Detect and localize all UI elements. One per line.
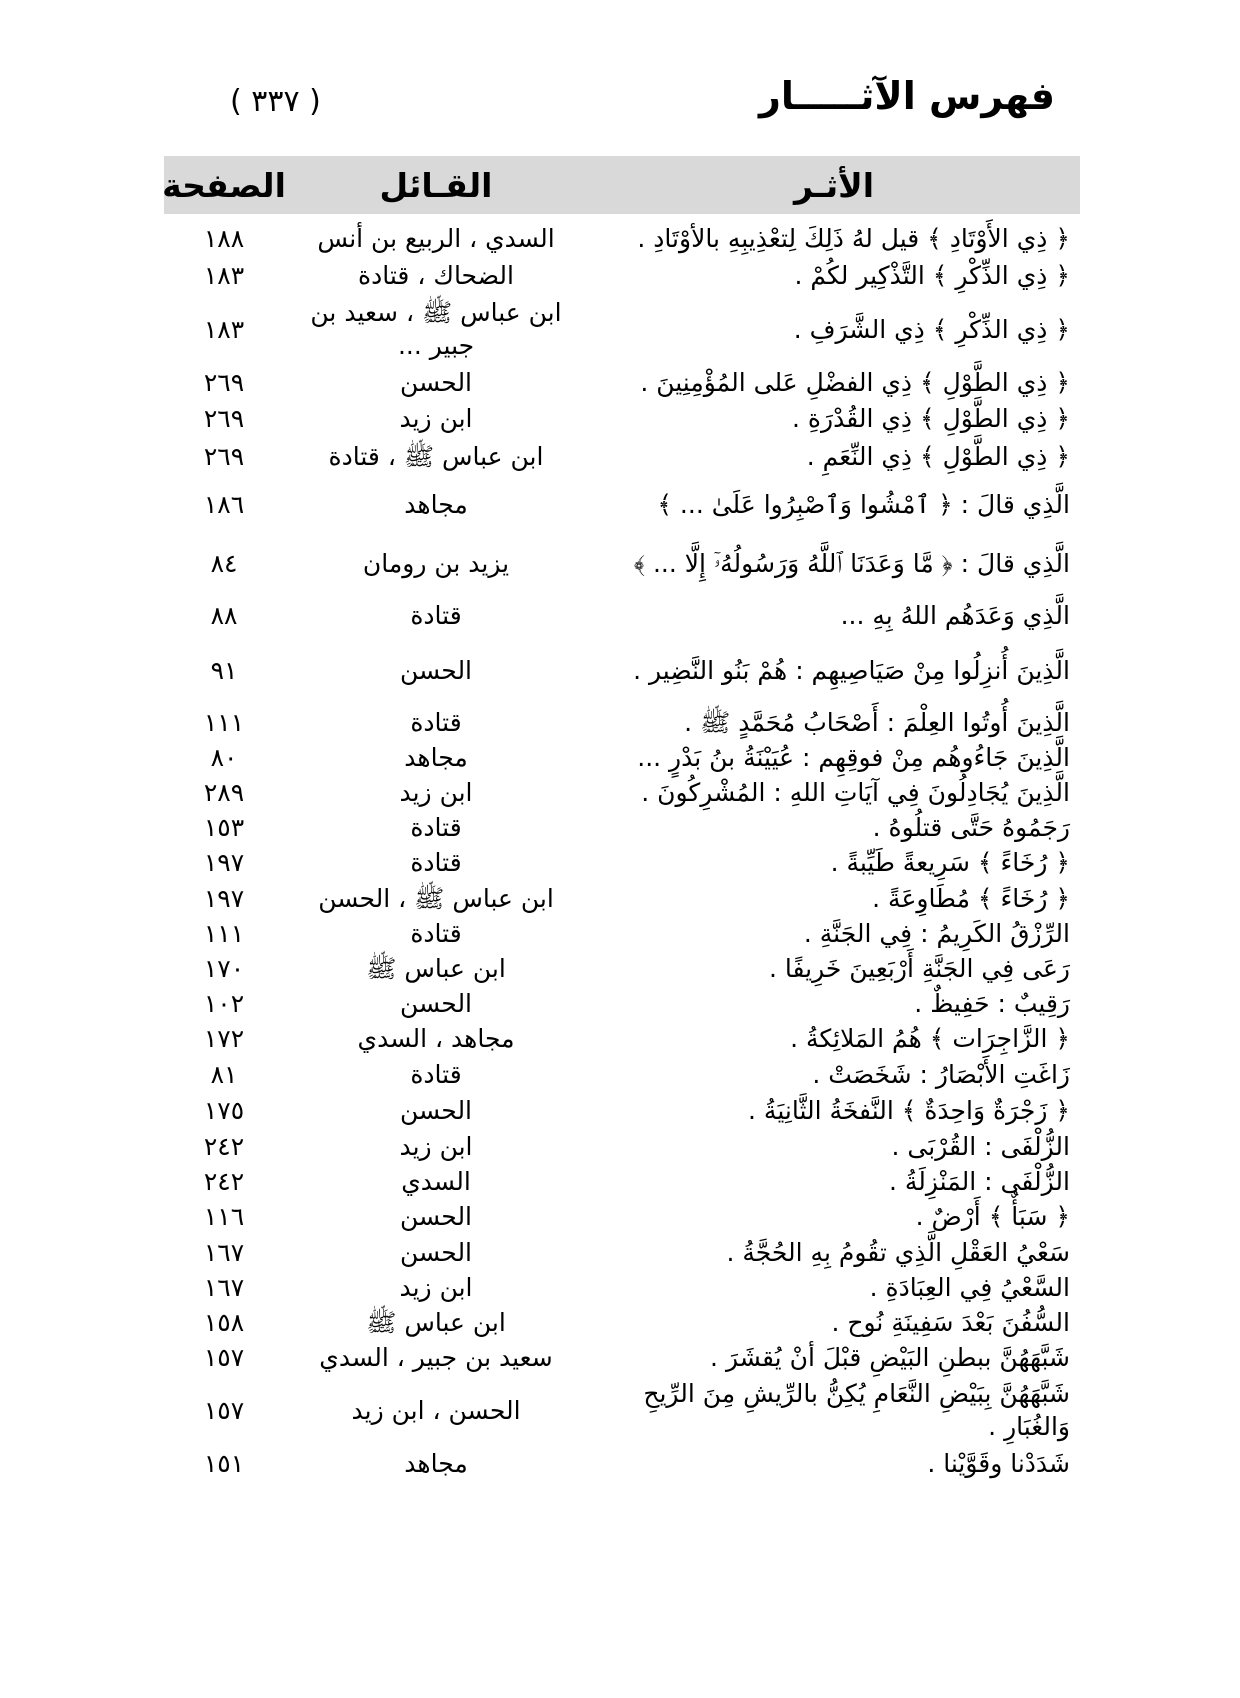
sayer-cell: ابن عباس ﷺ — [366, 953, 506, 983]
table-row — [164, 844, 1080, 880]
table-row — [164, 1198, 1080, 1234]
athar-cell: الَّذِينَ أُنزِلُوا مِنْ صَيَاصِيهِم : هُمْ بَنُو النَّضِير . — [633, 655, 1070, 685]
page-number: ( ٣٣٧ ) — [230, 84, 321, 119]
page-cell: ٢٨٩ — [203, 777, 245, 807]
athar-cell: ﴿ زَجْرَةٌ وَاحِدَةٌ ﴾ النَّفخَةُ الثَّانِيَةُ . — [748, 1095, 1070, 1125]
athar-cell: شَبَّهَهُنَّ بِبَيْضِ النَّعَامِ يُكِنُّ بالرِّيشِ مِنَ الرِّيحِ وَالغُبَارِ . — [643, 1379, 1070, 1441]
page-cell: ٩١ — [210, 655, 238, 685]
table-row — [164, 1164, 1080, 1198]
athar-cell: ﴿ ذِي الذِّكْرِ ﴾ التَّذْكِير لكُمْ . — [794, 260, 1070, 290]
page-cell: ٢٦٩ — [203, 403, 245, 433]
athar-cell: السُّفُنَ بَعْدَ سَفِينَةِ نُوح . — [831, 1307, 1070, 1337]
page-cell: ١٨٣ — [203, 314, 245, 344]
table-row — [164, 294, 1080, 364]
sayer-cell: الحسن — [399, 1201, 473, 1231]
table-row — [164, 256, 1080, 294]
sayer-cell: ابن عباس ﷺ ، قتادة — [328, 441, 544, 471]
column-header-page: الصفحة — [162, 165, 286, 205]
athar-cell: الَّذِينَ أُوتُوا العِلْمَ : أَصْحَابُ مُحَمَّدٍ ﷺ . — [684, 707, 1070, 737]
table-row — [164, 774, 1080, 810]
sayer-cell: السدي — [401, 1166, 471, 1196]
page-cell: ١٥٨ — [203, 1307, 245, 1337]
athar-cell: السَّعْيُ فِي العِبَادَةِ . — [869, 1272, 1070, 1302]
table-row — [164, 704, 1080, 740]
sayer-cell: الحسن ، ابن زيد — [351, 1395, 521, 1425]
sayer-cell: مجاهد — [404, 1448, 468, 1478]
athar-cell: الَّذِي قالَ : ﴿ مَّا وَعَدَنَا ٱللَّهُ وَرَسُولُهُۥٓ إِلَّا ... ﴾ — [633, 548, 1070, 578]
sayer-cell: قتادة — [410, 600, 462, 630]
table-row — [164, 594, 1080, 636]
sayer-cell: الحسن — [399, 1095, 473, 1125]
table-row — [164, 986, 1080, 1020]
page-cell: ١٦٧ — [203, 1237, 245, 1267]
sayer-cell: ابن زيد — [399, 777, 473, 807]
page-cell: ١٨٦ — [203, 489, 245, 519]
page-cell: ٨٠ — [210, 742, 238, 772]
sayer-cell: قتادة — [410, 812, 462, 842]
sayer-cell: مجاهد — [404, 742, 468, 772]
sayer-cell: مجاهد — [404, 489, 468, 519]
table-body — [164, 220, 1080, 1480]
athar-cell: الَّذِي قالَ : ﴿ ٱمْشُوا وَٱصْبِرُوا عَلَىٰ ... ﴾ — [657, 489, 1070, 519]
table-row — [164, 1056, 1080, 1092]
page-cell: ١١١ — [203, 707, 245, 737]
table-row — [164, 436, 1080, 476]
table-header — [164, 156, 1080, 214]
column-header-sayer: القـائل — [379, 165, 493, 205]
table-row — [164, 364, 1080, 400]
athar-cell: ﴿ سَبَأٌ ﴾ أَرْضٌ . — [915, 1201, 1070, 1231]
athar-cell: ﴿ ذِي الأَوْتَادِ ﴾ قيل لهُ ذَلِكَ لِتعْذِيبِهِ بالأوْتَادِ . — [637, 223, 1070, 253]
page-cell: ١٥٧ — [203, 1395, 245, 1425]
athar-cell: الرِّزْقُ الكَرِيمُ : فِي الجَنَّةِ . — [803, 918, 1070, 948]
table-row — [164, 1128, 1080, 1164]
sayer-cell: سعيد بن جبير ، السدي — [319, 1342, 553, 1372]
athar-cell: شَدَدْنا وقَوَّيْنا . — [927, 1448, 1070, 1478]
athar-cell: الَّذِينَ يُجَادِلُونَ فِي آيَاتِ اللهِ : المُشْرِكُونَ . — [641, 777, 1070, 807]
page-title: فهرس الآثـــــار — [759, 74, 1055, 118]
page-cell: ١٩٧ — [203, 847, 245, 877]
athar-cell: ﴿ ذِي الطَّوْلِ ﴾ ذِي الفضْلِ عَلى المُؤْمِنِينَ . — [640, 367, 1070, 397]
table-row — [164, 532, 1080, 594]
athar-cell: شَبَّهَهُنَّ ببطنِ البَيْضِ قبْلَ أنْ يُقشَرَ . — [710, 1342, 1070, 1372]
page-cell: ١٩٧ — [203, 883, 245, 913]
sayer-cell: قتادة — [410, 1059, 462, 1089]
table-row — [164, 1374, 1080, 1446]
table-row — [164, 400, 1080, 436]
athar-cell: ﴿ الزَّاجِرَات ﴾ هُمُ المَلائِكةُ . — [790, 1023, 1070, 1053]
athar-cell: ﴿ ذِي الذِّكْرِ ﴾ ذِي الشَّرَفِ . — [793, 314, 1070, 344]
page-cell: ٢٤٢ — [203, 1131, 245, 1161]
page-cell: ١٨٣ — [203, 260, 245, 290]
sayer-cell: الحسن — [399, 988, 473, 1018]
page-cell: ١٧٢ — [203, 1023, 245, 1053]
sayer-cell: مجاهد ، السدي — [357, 1023, 515, 1053]
sayer-cell: ابن عباس ﷺ ، سعيد بن جبير ... — [310, 298, 562, 360]
sayer-cell: الحسن — [399, 655, 473, 685]
page-cell: ٢٤٢ — [203, 1166, 245, 1196]
table-row — [164, 740, 1080, 774]
page-cell: ٨٤ — [210, 548, 238, 578]
athar-cell: الَّذِينَ جَاءُوهُم مِنْ فوقِهِم : عُيَيْنَةُ بنُ بَدْرٍ ... — [637, 742, 1070, 772]
athar-cell: رَعَى فِي الجَنَّةِ أَرْبَعِينَ خَرِيفًا . — [768, 953, 1070, 983]
sayer-cell: ابن زيد — [399, 403, 473, 433]
sayer-cell: قتادة — [410, 847, 462, 877]
table-row — [164, 1020, 1080, 1056]
table-row — [164, 950, 1080, 986]
sayer-cell: ابن زيد — [399, 1272, 473, 1302]
page-cell: ١٨٨ — [203, 223, 245, 253]
page-cell: ١٦٧ — [203, 1272, 245, 1302]
page-cell: ١١١ — [203, 918, 245, 948]
sayer-cell: ابن زيد — [399, 1131, 473, 1161]
sayer-cell: يزيد بن رومان — [362, 548, 510, 578]
page-cell: ١٧٠ — [203, 953, 245, 983]
column-header-athar: الأثـر — [793, 165, 875, 205]
sayer-cell: الحسن — [399, 367, 473, 397]
athar-index-table — [164, 156, 1080, 1480]
table-row — [164, 636, 1080, 704]
table-row — [164, 1340, 1080, 1374]
sayer-cell: ابن عباس ﷺ ، الحسن — [318, 883, 554, 913]
sayer-cell: قتادة — [410, 707, 462, 737]
page-cell: ١٧٥ — [203, 1095, 245, 1125]
table-row — [164, 476, 1080, 532]
athar-cell: الزُّلْفَى : المَنْزِلَةُ . — [888, 1166, 1070, 1196]
table-row — [164, 1092, 1080, 1128]
table-row — [164, 880, 1080, 916]
page-cell: ٢٦٩ — [203, 367, 245, 397]
table-row — [164, 1304, 1080, 1340]
athar-cell: سَعْيُ العَقْلِ الَّذِي تقُومُ بِهِ الحُجَّةُ . — [726, 1237, 1070, 1267]
athar-cell: ﴿ ذِي الطَّوْلِ ﴾ ذِي النِّعَمِ . — [806, 441, 1070, 471]
athar-cell: الزُّلْفَى : القُرْبَى . — [891, 1131, 1070, 1161]
athar-cell: ﴿ ذِي الطَّوْلِ ﴾ ذِي القُدْرَةِ . — [792, 403, 1070, 433]
page-cell: ١٠٢ — [203, 988, 245, 1018]
table-row — [164, 1446, 1080, 1480]
athar-cell: رَقِيبٌ : حَفِيظٌ . — [914, 988, 1070, 1018]
sayer-cell: ابن عباس ﷺ — [366, 1307, 506, 1337]
sayer-cell: الضحاك ، قتادة — [358, 260, 514, 290]
athar-cell: رَجَمُوهُ حَتَّى قتلُوهُ . — [872, 812, 1070, 842]
page-cell: ٨٨ — [210, 600, 238, 630]
athar-cell: ﴿ رُخَاءً ﴾ سَرِيعةً طَيِّبةً . — [830, 847, 1070, 877]
page-cell: ١١٦ — [203, 1201, 245, 1231]
table-row — [164, 1270, 1080, 1304]
sayer-cell: السدي ، الربيع بن أنس — [317, 223, 555, 253]
page-cell: ١٥٧ — [203, 1342, 245, 1372]
table-row — [164, 916, 1080, 950]
sayer-cell: الحسن — [399, 1237, 473, 1267]
page-cell: ١٥٣ — [203, 812, 245, 842]
table-row — [164, 810, 1080, 844]
table-row — [164, 220, 1080, 256]
athar-cell: الَّذِي وَعَدَهُم اللهُ بِهِ ... — [840, 600, 1070, 630]
athar-cell: ﴿ رُخَاءً ﴾ مُطَاوِعَةً . — [872, 883, 1070, 913]
page-cell: ١٥١ — [203, 1448, 245, 1478]
table-row — [164, 1234, 1080, 1270]
sayer-cell: قتادة — [410, 918, 462, 948]
page-cell: ٢٦٩ — [203, 441, 245, 471]
athar-cell: زَاغَتِ الأَبْصَارُ : شَخَصَتْ . — [812, 1059, 1070, 1089]
page-cell: ٨١ — [210, 1059, 238, 1089]
